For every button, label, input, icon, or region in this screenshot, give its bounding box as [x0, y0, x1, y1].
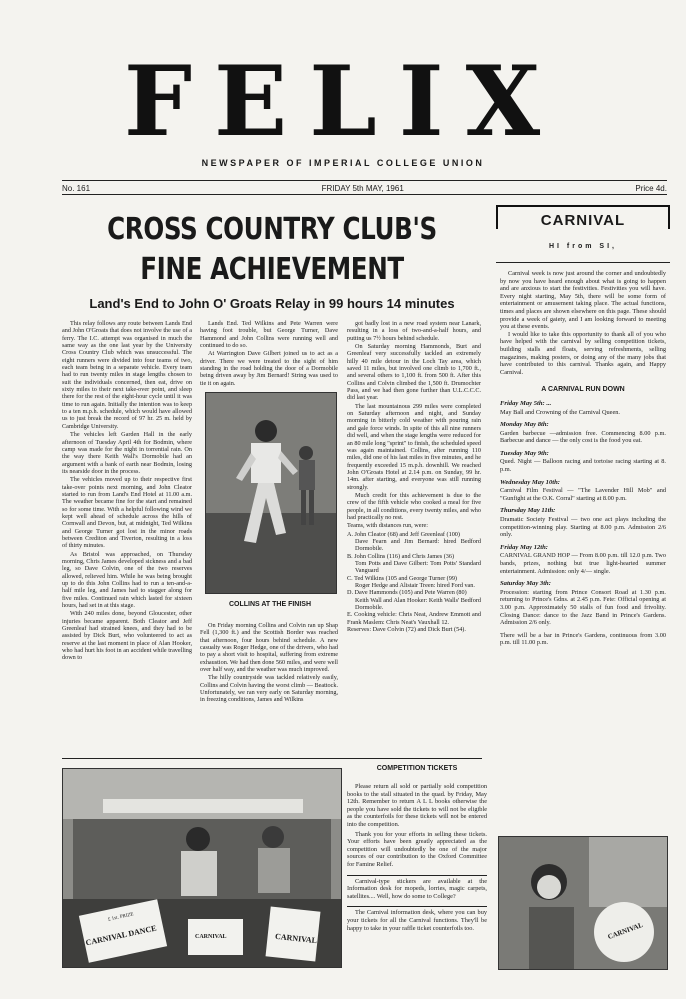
issue-price: Price 4d.	[635, 184, 667, 193]
stall-sign: £ 1st. PRIZE	[107, 912, 135, 923]
divider	[62, 194, 667, 195]
competition-text	[347, 783, 487, 988]
story-paragraph: Lands End. Ted Wilkins and Pete Warren were having foot trouble, but George Turner, Dave Hammond and John Collins were running well and continued to do so.	[200, 320, 338, 350]
rundown-title: A CARNIVAL RUN DOWN	[541, 386, 625, 394]
story-column-2	[200, 320, 338, 390]
girl-sign: CARNIVAL	[606, 920, 645, 942]
competition-title: COMPETITION TICKETS	[376, 765, 458, 772]
story-paragraph: This relay follows any route between Lands End and John O'Groats that does not involve the use of a ferry. The I.C. attempt was organised in much the same way as the one last year by the University Cross Country Club which was unsuccessful. The eight runners were divided into four teams of two, each team being in a separate vehicle. Every team had to run twenty miles in stage lengths chosen to suit the individuals concerned, then eat, drive on sixty miles to their next take-over point, and sleep there for the rest of the eight-hour cycle until it was time to run again. Initially the intention was to keep to a ten m.p.h. schedule, which would have allowed us to just break the record of 97 hr. 25 m. held by Cambridge University.	[62, 320, 192, 430]
team-line: A. John Cleator (68) and Jeff Greenleaf (100)	[347, 530, 460, 538]
event-day: Wednesday May 10th:	[500, 478, 560, 486]
team-line: B. John Collins (116) and Chris James (36)	[347, 552, 455, 560]
story-paragraph: With 240 miles done, beyond Gloucester, other injuries became apparent. Both Cleator and Jeff Greenleaf had strained knees, and they had to be assisted by Dick Burt, who volunteered to act as reserve at the last moment in place of Alan Hooker, who had hurt his foot in an accident while travelling down to	[62, 610, 192, 662]
stall-sign: CARNIVAL	[195, 934, 227, 940]
carnival-title: CARNIVAL	[540, 212, 626, 229]
event-day: Saturday May 3th:	[500, 580, 551, 588]
event-day: Monday May 8th:	[500, 421, 549, 429]
story-column-3	[347, 320, 481, 750]
competition-paragraph: Thank you for your efforts in selling these tickets. Your efforts have been greatly appreciated as the competition will undoubtedly be one of the major sources of our contribution to the Oxford Committee for Famine Relief.	[347, 830, 487, 868]
masthead-subtitle: NEWSPAPER OF IMPERIAL COLLEGE UNION	[201, 158, 485, 168]
teams-intro: Teams, with distances run, were:	[347, 522, 429, 530]
runner-photo	[205, 392, 337, 594]
story-paragraph: The vehicles left Garden Hall in the early afternoon of Tuesday April 4th for Bodmin, where camp was made for the night in torrential rain. On the way there Keith Wall's Dormobile had an argument with a bank of earth near Bodmin, losing its nearside door in the process.	[62, 431, 192, 475]
divider	[347, 875, 487, 876]
divider	[62, 758, 482, 759]
event-text: Qued. Night — Balloon racing and tortoise racing starting at 8. p.m.	[500, 458, 666, 474]
stall-photo	[62, 768, 342, 968]
issue-bar	[62, 184, 667, 193]
girl-illustration	[499, 837, 667, 969]
carnival-intro: Carnival week is now just around the corner and undoubtedly by now you have heard enough about what is going to happen and are anxious to start the festivities. Festivities you will have. Every night starting, May 5th, there will be some form of entertainment or amusement taking place. The actual functions, times and places are shown elsewhere on this page. These should provide a week of gaiety, and I am looking forward to meeting you at these events.	[500, 270, 666, 331]
carnival-thanks: I would like to take this opportunity to thank all of you who have helped with the carnival by selling competition tickets, building stalls and floats, serving refreshments, selling magazines, making posters, or doing any of the many jobs that have contributed to this carnival. Thanks again, and Happy Carnival.	[500, 330, 666, 376]
masthead-title: FELIX	[123, 45, 563, 158]
event-text: There will be a bar in Prince's Gardens, continuous from 3.00 p.m. till 11.00 p.m.	[500, 631, 666, 647]
headline-line-2: FINE ACHIEVEMENT	[140, 252, 404, 287]
divider	[62, 180, 667, 181]
event-day: Friday May 5th: ...	[500, 399, 552, 407]
competition-paragraph: Carnival-type stickers are available at the Information desk for mopeds, lorries, magic carpets, satellites.... Well, how do some to College?	[347, 877, 487, 900]
stall-sign: CARNIVAL DANCE	[84, 923, 158, 948]
carnival-girl-photo	[498, 836, 668, 970]
issue-date: FRIDAY 5th MAY, 1961	[321, 184, 404, 193]
event-day: Thursday May 11th:	[500, 507, 556, 515]
competition-paragraph: The Carnival information desk, where you can buy your tickets for all the Carnival functions. They'll be happy to take in your raffle ticket counterfoils too.	[347, 909, 487, 932]
team-line: Dave Fearn and Jim Bernard: hired Bedford Dormobile.	[355, 537, 481, 553]
story-paragraph: On Saturday morning Hammonds, Burt and Greenleaf very successfully tackled an extremely hilly 40 mile detour in the Loch Tay area, which saved 11 miles, but involved one climb to 1,700 ft., and several others to 1,100 ft. from 500 ft. After this Collins and Colvin climbed the 1,500 ft. Drumochter Pass, and we had then gone further than U.L.C.C.C. did last year.	[347, 343, 481, 402]
event-text: May Ball and Crowning of the Carnival Queen.	[500, 408, 620, 416]
competition-paragraph: Please return all sold or partially sold competition books to the stall situated in the quad. by Friday, May 12th. Remember to return A L L books otherwise the people you have sold the tickets to will not be eligible as the counterfoils for these tickets will not be entered into the competition.	[347, 783, 487, 828]
story-paragraph: As Bristol was approached, on Thursday morning, Chris James developed sickness and a bad leg, so Dave Colvin, one of the two reserves allowed, relieved him. While he was being brought up to do this John Collins had to run a ten-and-a-half mile leg, and James had to stagger along for five miles. Continued rain which lasted for sixteen hours, had set in at this stage.	[62, 550, 192, 610]
runner-illustration	[206, 393, 336, 593]
carnival-greeting: HI from SI,	[548, 243, 617, 250]
event-day: Friday May 12th:	[500, 543, 548, 551]
team-line: Keith Wall and Alan Hooker: Keith Walls' Bedford Dormobile.	[355, 596, 481, 612]
event-day: Tuesday May 9th:	[500, 449, 549, 457]
stall-sign: CARNIVAL	[274, 931, 318, 946]
story-paragraph: The hilly countryside was tackled relatively easily, Collins and Colvin having the worst climb — Beattock. Unfortunately, we ran very early on Saturday morning, in freezing conditions, James and Wilkins	[200, 674, 338, 704]
headline-line-1: CROSS COUNTRY CLUB'S	[107, 212, 437, 247]
story-paragraph: The last mountainous 299 miles were completed on Saturday afternoon and night, and Sunday morning in bitterly cold weather with pouring rain and gale force winds. In spite of this all nine runners did well, and when the stage lengths were reduced for an 80 mile long "sprint" to finish, the scheduled speed was again maintained. Collins, after running 110 miles, did one of his last miles in five minutes, and he frequently exceeded 15 m.p.h. downhill. We reached John O'Groats Hotel at 2.14 p.m. on Sunday, 99 hr. 14m. after starting, and everyone was still running strongly.	[347, 402, 481, 491]
story-paragraph: The vehicles moved up to their respective first take-over points next morning, and John Cleator started to run from Land's End Hotel at 11.00 a.m. The weather became fine for the start and remained so for some time. With a helpful following wind we kept well ahead of schedule across the hills of Cornwall and Devon, but, at midnight, Ted Wilkins and George Turner got lost in the minor roads between Crediton and Tiverton, resulting in a loss of thirty minutes.	[62, 476, 192, 550]
story-column-1	[62, 320, 192, 750]
event-text: CARNIVAL GRAND HOP — From 8.00 p.m. till 12.0 p.m. Two bands, prizes, nothing but true light-hearted summer entertainment. Admission: only 4/— single.	[500, 552, 666, 575]
carnival-sidebar	[500, 270, 666, 830]
event-text: Procession: starting from Prince Consort Road at 1.30 p.m. returning to Prince's Gdns. at 2.45 p.m. Fete: Official opening at 3.00 p.m. Approximately 50 stalls of fun food and frivolity. Closing Dance: dance to the Jazz Band in Prince's Gardens. Admission 2/6 only.	[500, 588, 666, 627]
team-line: Tom Potts and Dave Gilbert: Tom Potts' Standard Vanguard	[355, 560, 481, 575]
team-line: E. Cooking vehicle: Chris Neat, Andrew Emmott and Frank Maslem: Chris Neat's Vauxhall 12.	[347, 611, 481, 626]
story-paragraph: On Friday morning Collins and Colvin ran up Shap Fell (1,300 ft.) and the Scottish Border was reached that afternoon, four hours behind schedule. A new casualty was Roger Hedge, one of the drivers, who had to pay a short visit to hospital, suffering from extreme exhaustion. We had then done 560 miles, and were well over half way, and the weather was much improved.	[200, 622, 338, 674]
event-text: Carnival Film Festival — "The Lavender Hill Mob" and "Gunfight at the O.K. Corral" starting at 8.00 p.m.	[500, 487, 666, 502]
team-line: C. Ted Wilkins (105 and George Turner (99)	[347, 574, 457, 582]
event-text: Garden barbecue —admission free. Commencing 8.00 p.m. Barbecue and dance — the only cost is the food you eat.	[500, 429, 666, 445]
story-paragraph: got badly lost in a new road system near Lanark, resulting in a loss of two-and-a-half hours, and putting us 7½ hours behind schedule.	[347, 320, 481, 342]
team-line: Roger Hedge and Alistair Treen: hired Ford van.	[355, 582, 475, 590]
story-paragraph: Much credit for this achievement is due to the crew of the fifth vehicle who cooked a meal for five people, in all conditions, every twenty miles, and who had practically no rest.	[347, 491, 481, 521]
story-paragraph: At Warrington Dave Gilbert joined us to act as a driver. There we were treated to the sight of him standing in the road holding the door of a Dormobile being driven away by Jim Bernard! String was used to tie it on again.	[200, 350, 338, 387]
story-column-2-continued	[200, 622, 338, 750]
divider	[496, 262, 670, 263]
team-line: Reserves: Dave Colvin (72) and Dick Burt (54).	[347, 626, 466, 634]
photo-caption: COLLINS AT THE FINISH	[228, 601, 312, 608]
team-line: D. Dave Hammonds (105) and Pete Warren (80)	[347, 589, 467, 597]
subheadline: Land's End to John O' Groats Relay in 99 hours 14 minutes	[89, 296, 455, 311]
divider	[347, 906, 487, 907]
event-text: Dramatic Society Festival — two one act plays including the competition-winning play. Starting at 8.00 p.m. Admission 2/6 only.	[500, 516, 666, 539]
issue-number: No. 161	[62, 184, 91, 193]
